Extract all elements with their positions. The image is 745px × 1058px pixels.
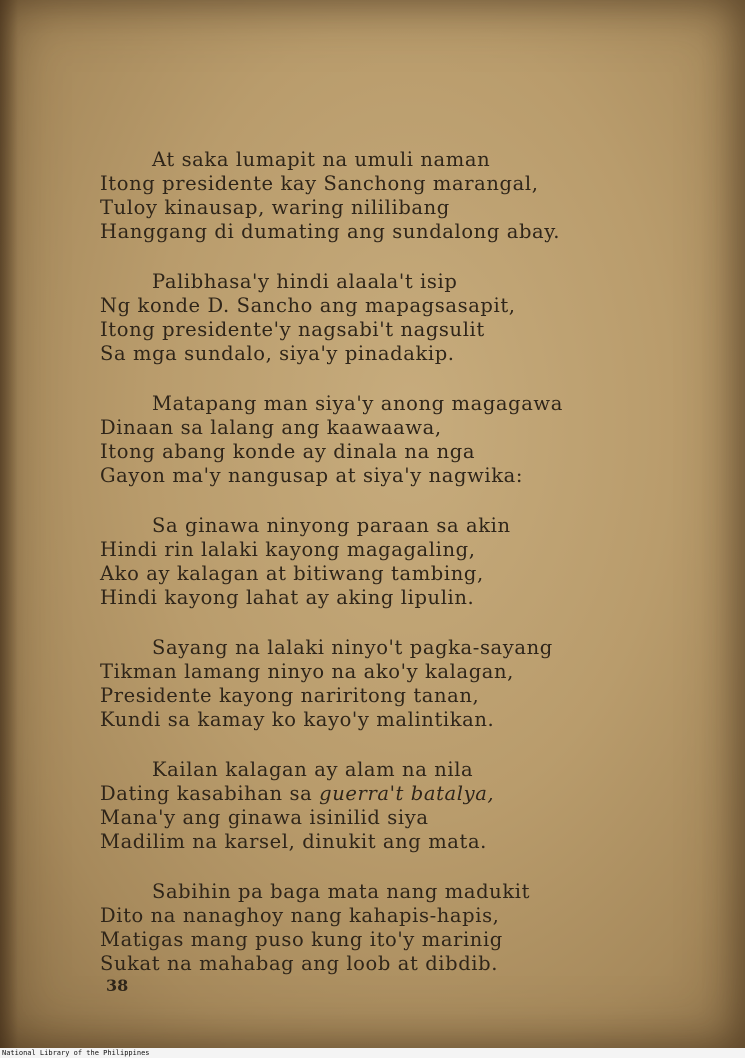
poem-line: Ako ay kalagan at bitiwang tambing, xyxy=(100,562,484,585)
poem-body xyxy=(100,148,700,1002)
poem-line: Sayang na lalaki ninyo't pagka-sayang xyxy=(152,636,553,659)
stanza-5 xyxy=(100,636,700,732)
poem-line: Hanggang di dumating ang sundalong abay. xyxy=(100,220,561,243)
poem-line: Kundi sa kamay ko kayo'y malintikan. xyxy=(100,708,495,731)
poem-line: Mana'y ang ginawa isinilid siya xyxy=(100,806,429,829)
poem-line: Itong presidente'y nagsabi't nagsulit xyxy=(100,318,485,341)
poem-line-text: Dating kasabihan sa xyxy=(100,782,320,805)
poem-line: Tikman lamang ninyo na ako'y kalagan, xyxy=(100,660,514,683)
poem-line: Kailan kalagan ay alam na nila xyxy=(152,758,474,781)
poem-line: Tuloy kinausap, waring nililibang xyxy=(100,196,450,219)
poem-line: Madilim na karsel, dinukit ang mata. xyxy=(100,830,487,853)
poem-line: Dito na nanaghoy nang kahapis-hapis, xyxy=(100,904,500,927)
poem-line: Sa mga sundalo, siya'y pinadakip. xyxy=(100,342,455,365)
poem-line: Dinaan sa lalang ang kaawaawa, xyxy=(100,416,442,439)
poem-line: At saka lumapit na umuli naman xyxy=(152,148,491,171)
stanza-2 xyxy=(100,270,700,366)
stanza-3 xyxy=(100,392,700,488)
poem-line: Sabihin pa baga mata nang madukit xyxy=(152,880,531,903)
poem-line: Hindi rin lalaki kayong magagaling, xyxy=(100,538,476,561)
poem-line: Itong abang konde ay dinala na nga xyxy=(100,440,476,463)
poem-line: Sa ginawa ninyong paraan sa akin xyxy=(152,514,511,537)
stanza-1 xyxy=(100,148,700,244)
stanza-4 xyxy=(100,514,700,610)
footer-credit: National Library of the Philippines xyxy=(2,1049,150,1057)
poem-line: Presidente kayong nariritong tanan, xyxy=(100,684,480,707)
poem-line: Ng konde D. Sancho ang mapagsasapit, xyxy=(100,294,516,317)
stanza-7 xyxy=(100,880,700,976)
page-number: 38 xyxy=(106,976,129,995)
poem-line: Itong presidente kay Sanchong marangal, xyxy=(100,172,539,195)
poem-line xyxy=(100,782,700,806)
poem-line: Matigas mang puso kung ito'y marinig xyxy=(100,928,503,951)
poem-line: Palibhasa'y hindi alaala't isip xyxy=(152,270,458,293)
poem-line: Sukat na mahabag ang loob at dibdib. xyxy=(100,952,498,975)
poem-line: Matapang man siya'y anong magagawa xyxy=(152,392,563,415)
page-gutter-shadow xyxy=(0,0,18,1048)
poem-line: Hindi kayong lahat ay aking lipulin. xyxy=(100,586,475,609)
italic-phrase: guerra't batalya, xyxy=(319,782,495,805)
stanza-6 xyxy=(100,758,700,854)
poem-line: Gayon ma'y nangusap at siya'y nagwika: xyxy=(100,464,524,487)
